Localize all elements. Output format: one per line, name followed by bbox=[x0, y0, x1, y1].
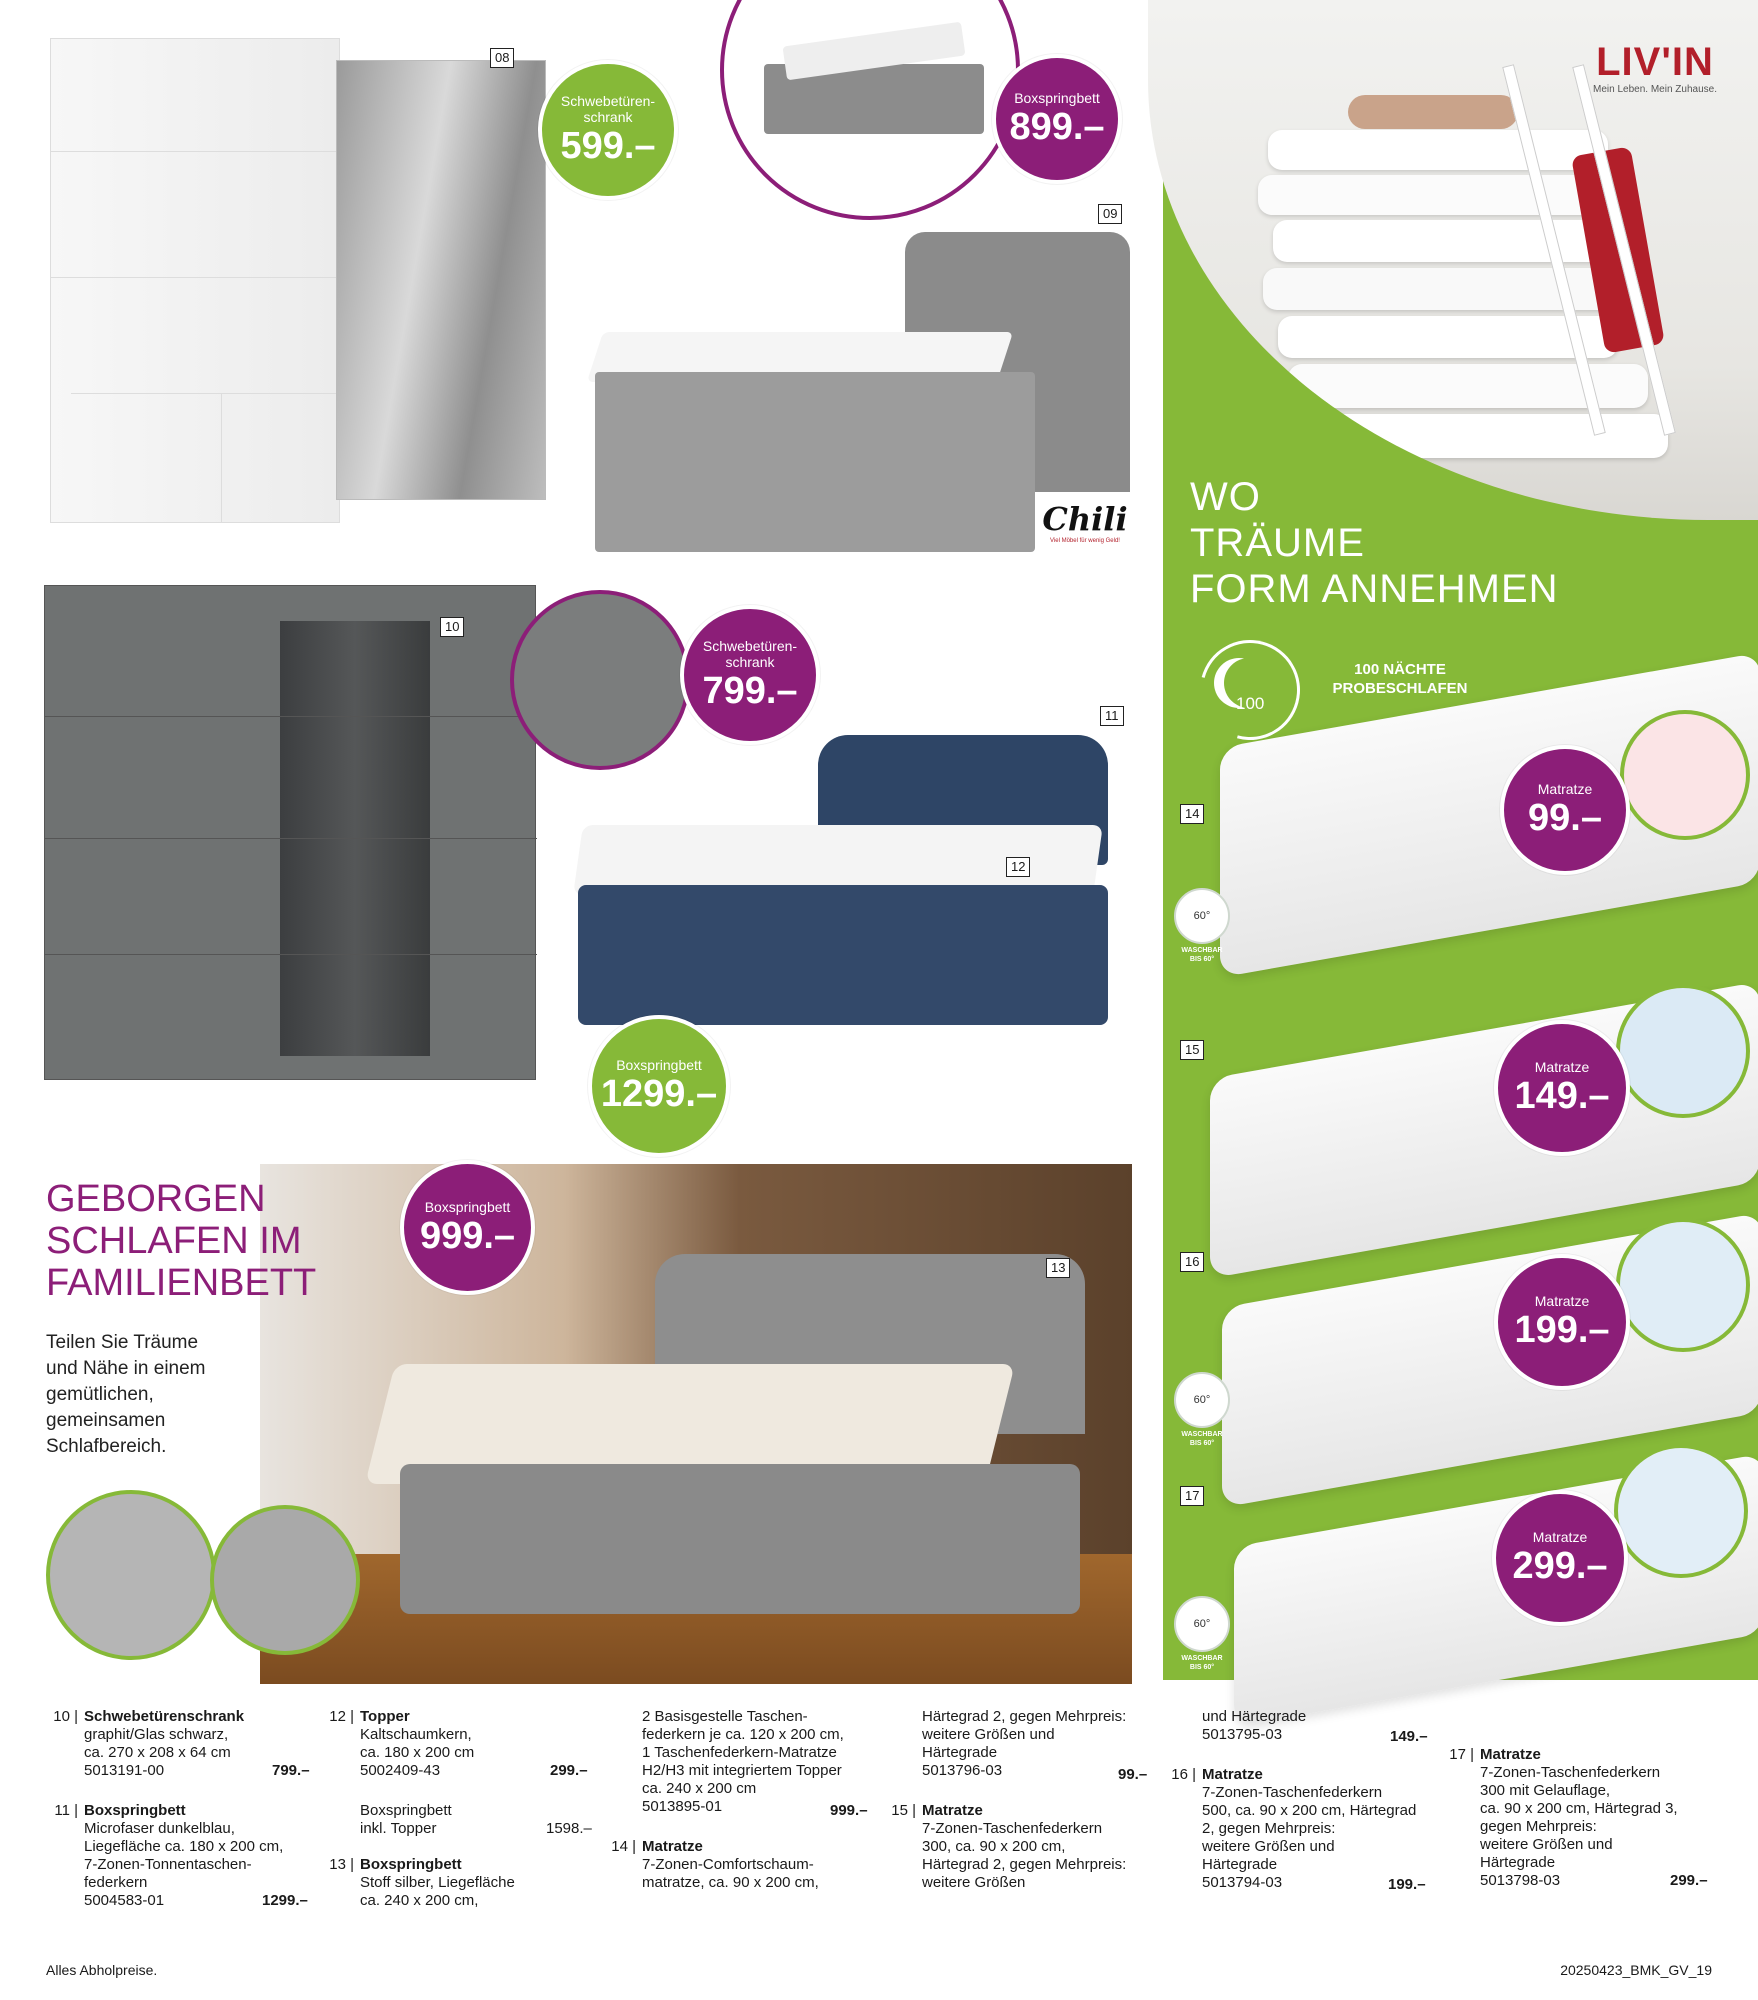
price-12: 299.– bbox=[550, 1762, 588, 1779]
spec-17: 17 | Matratze 7-Zonen-Taschenfederkern 300 mit Gelauflage, ca. 90 x 200 cm, Härtegrad 3, gegen Mehrpreis: weitere Größen und Härtegrade 5013798-03 bbox=[1449, 1746, 1678, 1889]
green-headline: WO TRÄUME FORM ANNEHMEN bbox=[1190, 475, 1559, 611]
price-badge-12: Boxspringbett 1299.– bbox=[588, 1015, 730, 1157]
trial-text: 100 NÄCHTE PROBESCHLAFEN bbox=[1332, 661, 1468, 697]
price-badge-17: Matratze 299.– bbox=[1492, 1490, 1628, 1626]
wash-icon: 60° bbox=[1174, 1372, 1230, 1428]
wardrobe-mirror bbox=[336, 60, 546, 500]
spec-14: 14 | Matratze 7-Zonen-Comfortschaum- matratze, ca. 90 x 200 cm, bbox=[611, 1838, 819, 1891]
item-number-12: 12 bbox=[1006, 857, 1030, 877]
footer-code: 20250423_BMK_GV_19 bbox=[1560, 1962, 1712, 1978]
price-badge-boxspring-899: Boxspringbett 899.– bbox=[992, 54, 1122, 184]
spec-11: 11 | Boxspringbett Microfaser dunkelblau, Liegefläche ca. 180 x 200 cm, 7-Zonen-Tonnentaschen- federkern 5004583-01 bbox=[54, 1802, 284, 1909]
spec-16: 16 | Matratze 7-Zonen-Taschenfederkern 500, ca. 90 x 200 cm, Härtegrad 2, gegen Mehrpreis: weitere Größen und Härtegrade 5013794-03 bbox=[1171, 1766, 1417, 1891]
item-number-13: 13 bbox=[1046, 1258, 1070, 1278]
bed-detail-ring bbox=[720, 0, 1020, 220]
price-badge-10: Schwebetüren-schrank 799.– bbox=[680, 605, 820, 745]
wardrobe-white bbox=[50, 38, 340, 523]
price-13: 999.– bbox=[830, 1802, 868, 1819]
wash-label: WASCHBAR BIS 60° bbox=[1181, 947, 1223, 963]
spec-15: 15 | Matratze 7-Zonen-Taschenfederkern 300, ca. 90 x 200 cm, Härtegrad 2, gegen Mehrpreis: weitere Größen bbox=[891, 1802, 1127, 1891]
wash-label: WASCHBAR BIS 60° bbox=[1181, 1655, 1223, 1671]
price-badge-16: Matratze 199.– bbox=[1494, 1254, 1630, 1390]
spec-13-cont: 2 Basisgestelle Taschen- federkern je ca. 120 x 200 cm, 1 Taschenfederkern-Matratze H2/H3 mit integriertem Topper ca. 240 x 200 cm 5013895-01 bbox=[642, 1708, 844, 1815]
price-14: 99.– bbox=[1118, 1766, 1148, 1783]
price-12-set: 1598.– bbox=[546, 1820, 592, 1837]
item-number-10: 10 bbox=[440, 617, 464, 637]
spec-10: 10 | Schwebetürenschrank graphit/Glas schwarz, ca. 270 x 208 x 64 cm 5013191-00 bbox=[53, 1708, 245, 1779]
livin-logo: LIV'IN Mein Leben. Mein Zuhause. bbox=[1593, 40, 1717, 95]
item-number-14: 14 bbox=[1180, 804, 1204, 824]
wash-label: WASCHBAR BIS 60° bbox=[1181, 1431, 1223, 1447]
bed-detail-ring bbox=[210, 1505, 360, 1655]
wash-icon: 60° bbox=[1174, 1596, 1230, 1652]
wardrobe-graphite bbox=[44, 585, 536, 1080]
price-badge-15: Matratze 149.– bbox=[1494, 1020, 1630, 1156]
trial-number: 100 bbox=[1236, 694, 1265, 713]
price-badge-08: Schwebetüren-schrank 599.– bbox=[538, 60, 678, 200]
spec-12-set: Boxspringbett inkl. Topper bbox=[360, 1802, 452, 1837]
footer-note: Alles Abholpreise. bbox=[46, 1962, 158, 1978]
price-11: 1299.– bbox=[262, 1892, 308, 1909]
chili-logo: Chili Viel Möbel für wenig Geld! bbox=[1042, 500, 1128, 544]
detail-ring bbox=[1616, 1218, 1750, 1352]
price-10: 799.– bbox=[272, 1762, 310, 1779]
family-headline: GEBORGEN SCHLAFEN IM FAMILIENBETT bbox=[46, 1178, 317, 1304]
spec-14-cont: Härtegrad 2, gegen Mehrpreis: weitere Größen und Härtegrade 5013796-03 bbox=[922, 1708, 1127, 1779]
item-number-08: 08 bbox=[490, 48, 514, 68]
item-number-15: 15 bbox=[1180, 1040, 1204, 1060]
spec-15-cont: und Härtegrade 5013795-03 bbox=[1202, 1708, 1307, 1743]
price-badge-13: Boxspringbett 999.– bbox=[400, 1160, 535, 1295]
detail-ring bbox=[1620, 710, 1750, 840]
family-text: Teilen Sie Träume und Nähe in einem gemütlichen, gemeinsamen Schlafbereich. bbox=[46, 1332, 206, 1457]
detail-ring bbox=[1616, 984, 1750, 1118]
item-number-11: 11 bbox=[1100, 706, 1124, 726]
item-number-17: 17 bbox=[1180, 1486, 1204, 1506]
family-bed-photo bbox=[260, 1164, 1132, 1684]
spec-12: 12 | Topper Kaltschaumkern, ca. 180 x 200 cm 5002409-43 bbox=[329, 1708, 475, 1779]
spec-13: 13 | Boxspringbett Stoff silber, Liegefläche ca. 240 x 200 cm, bbox=[329, 1856, 515, 1909]
price-15: 149.– bbox=[1390, 1728, 1428, 1745]
detail-ring bbox=[1614, 1444, 1748, 1578]
price-17: 299.– bbox=[1670, 1872, 1708, 1889]
item-number-16: 16 bbox=[1180, 1252, 1204, 1272]
price-16: 199.– bbox=[1388, 1876, 1426, 1893]
price-badge-14: Matratze 99.– bbox=[1500, 745, 1630, 875]
topper-detail-ring bbox=[46, 1490, 216, 1660]
item-number-09: 09 bbox=[1098, 204, 1122, 224]
wash-icon: 60° bbox=[1174, 888, 1230, 944]
